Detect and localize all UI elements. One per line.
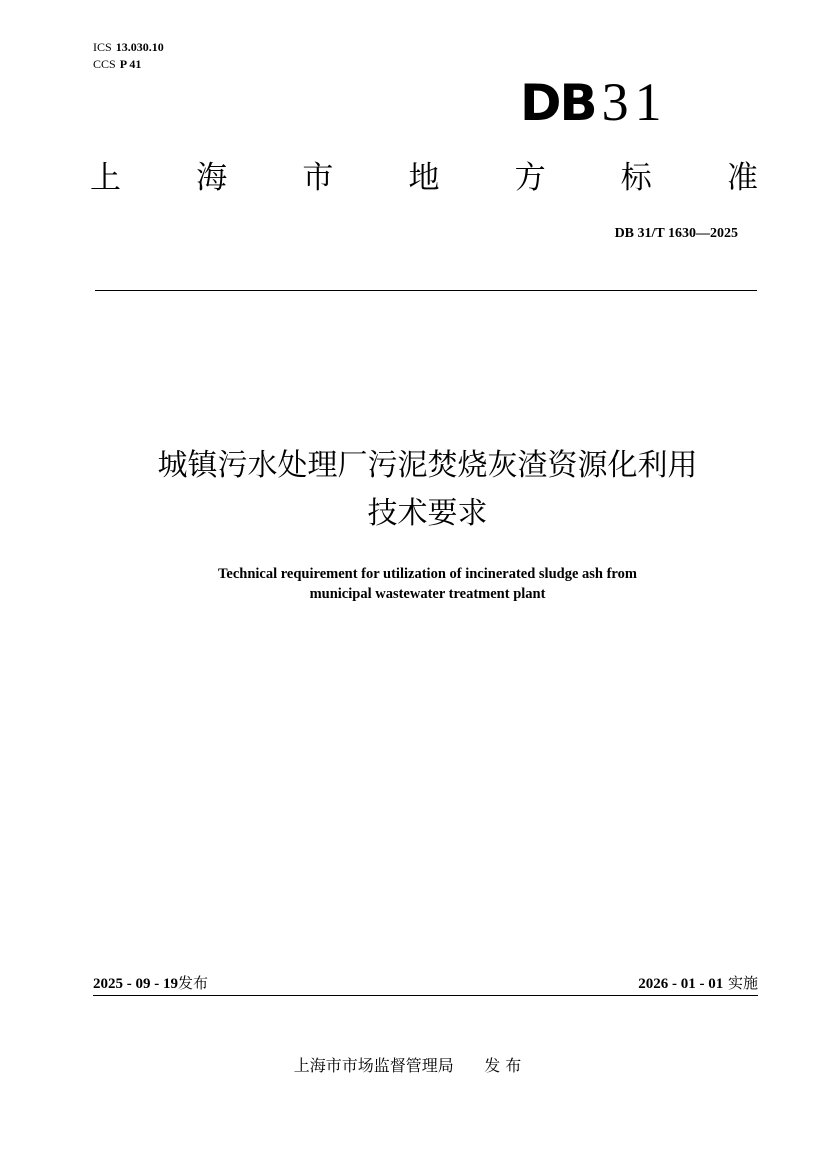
standard-type-char: 地	[408, 160, 440, 196]
issue-date-value: 2025 - 09 - 19	[93, 976, 178, 992]
implementation-date	[638, 972, 758, 995]
issuer-action: 发 布	[484, 1056, 522, 1075]
ics-line	[93, 40, 164, 54]
standard-type-char: 准	[726, 160, 758, 196]
footer-divider	[93, 995, 758, 996]
implementation-date-value: 2026 - 01 - 01	[638, 976, 724, 992]
ccs-key: CCS	[93, 57, 116, 71]
english-title-line-1: Technical requirement for utilization of incinerated sludge ash from	[218, 566, 637, 582]
implementation-date-label: 实施	[727, 974, 758, 992]
ccs-line	[93, 57, 141, 71]
issuer-name: 上海市市场监督管理局	[293, 1056, 454, 1075]
standard-type-char: 市	[302, 160, 334, 196]
ccs-value: P 41	[119, 57, 142, 71]
standard-type-char: 标	[620, 160, 652, 196]
standard-type-char: 上	[90, 160, 121, 196]
ics-value: 13.030.10	[115, 40, 164, 54]
standard-type-char: 方	[514, 160, 546, 196]
chinese-title-line-1: 城镇污水处理厂污泥焚烧灰渣资源化利用	[157, 448, 698, 483]
db-mark-letters: DB	[520, 74, 596, 132]
db-standard-mark	[520, 72, 668, 132]
issuer-line	[0, 1055, 815, 1077]
issue-date-label: 发布	[178, 974, 209, 992]
english-title-line-2: municipal wastewater treatment plant	[309, 586, 546, 602]
standard-type-heading	[90, 158, 758, 198]
standard-code: DB 31/T 1630—2025	[614, 226, 738, 241]
ics-key: ICS	[93, 40, 112, 54]
issue-date	[93, 972, 208, 995]
standard-type-char: 海	[196, 160, 228, 196]
header-divider	[95, 290, 757, 291]
db-mark-number: 31	[601, 72, 668, 132]
chinese-title-line-2: 技术要求	[367, 496, 488, 531]
